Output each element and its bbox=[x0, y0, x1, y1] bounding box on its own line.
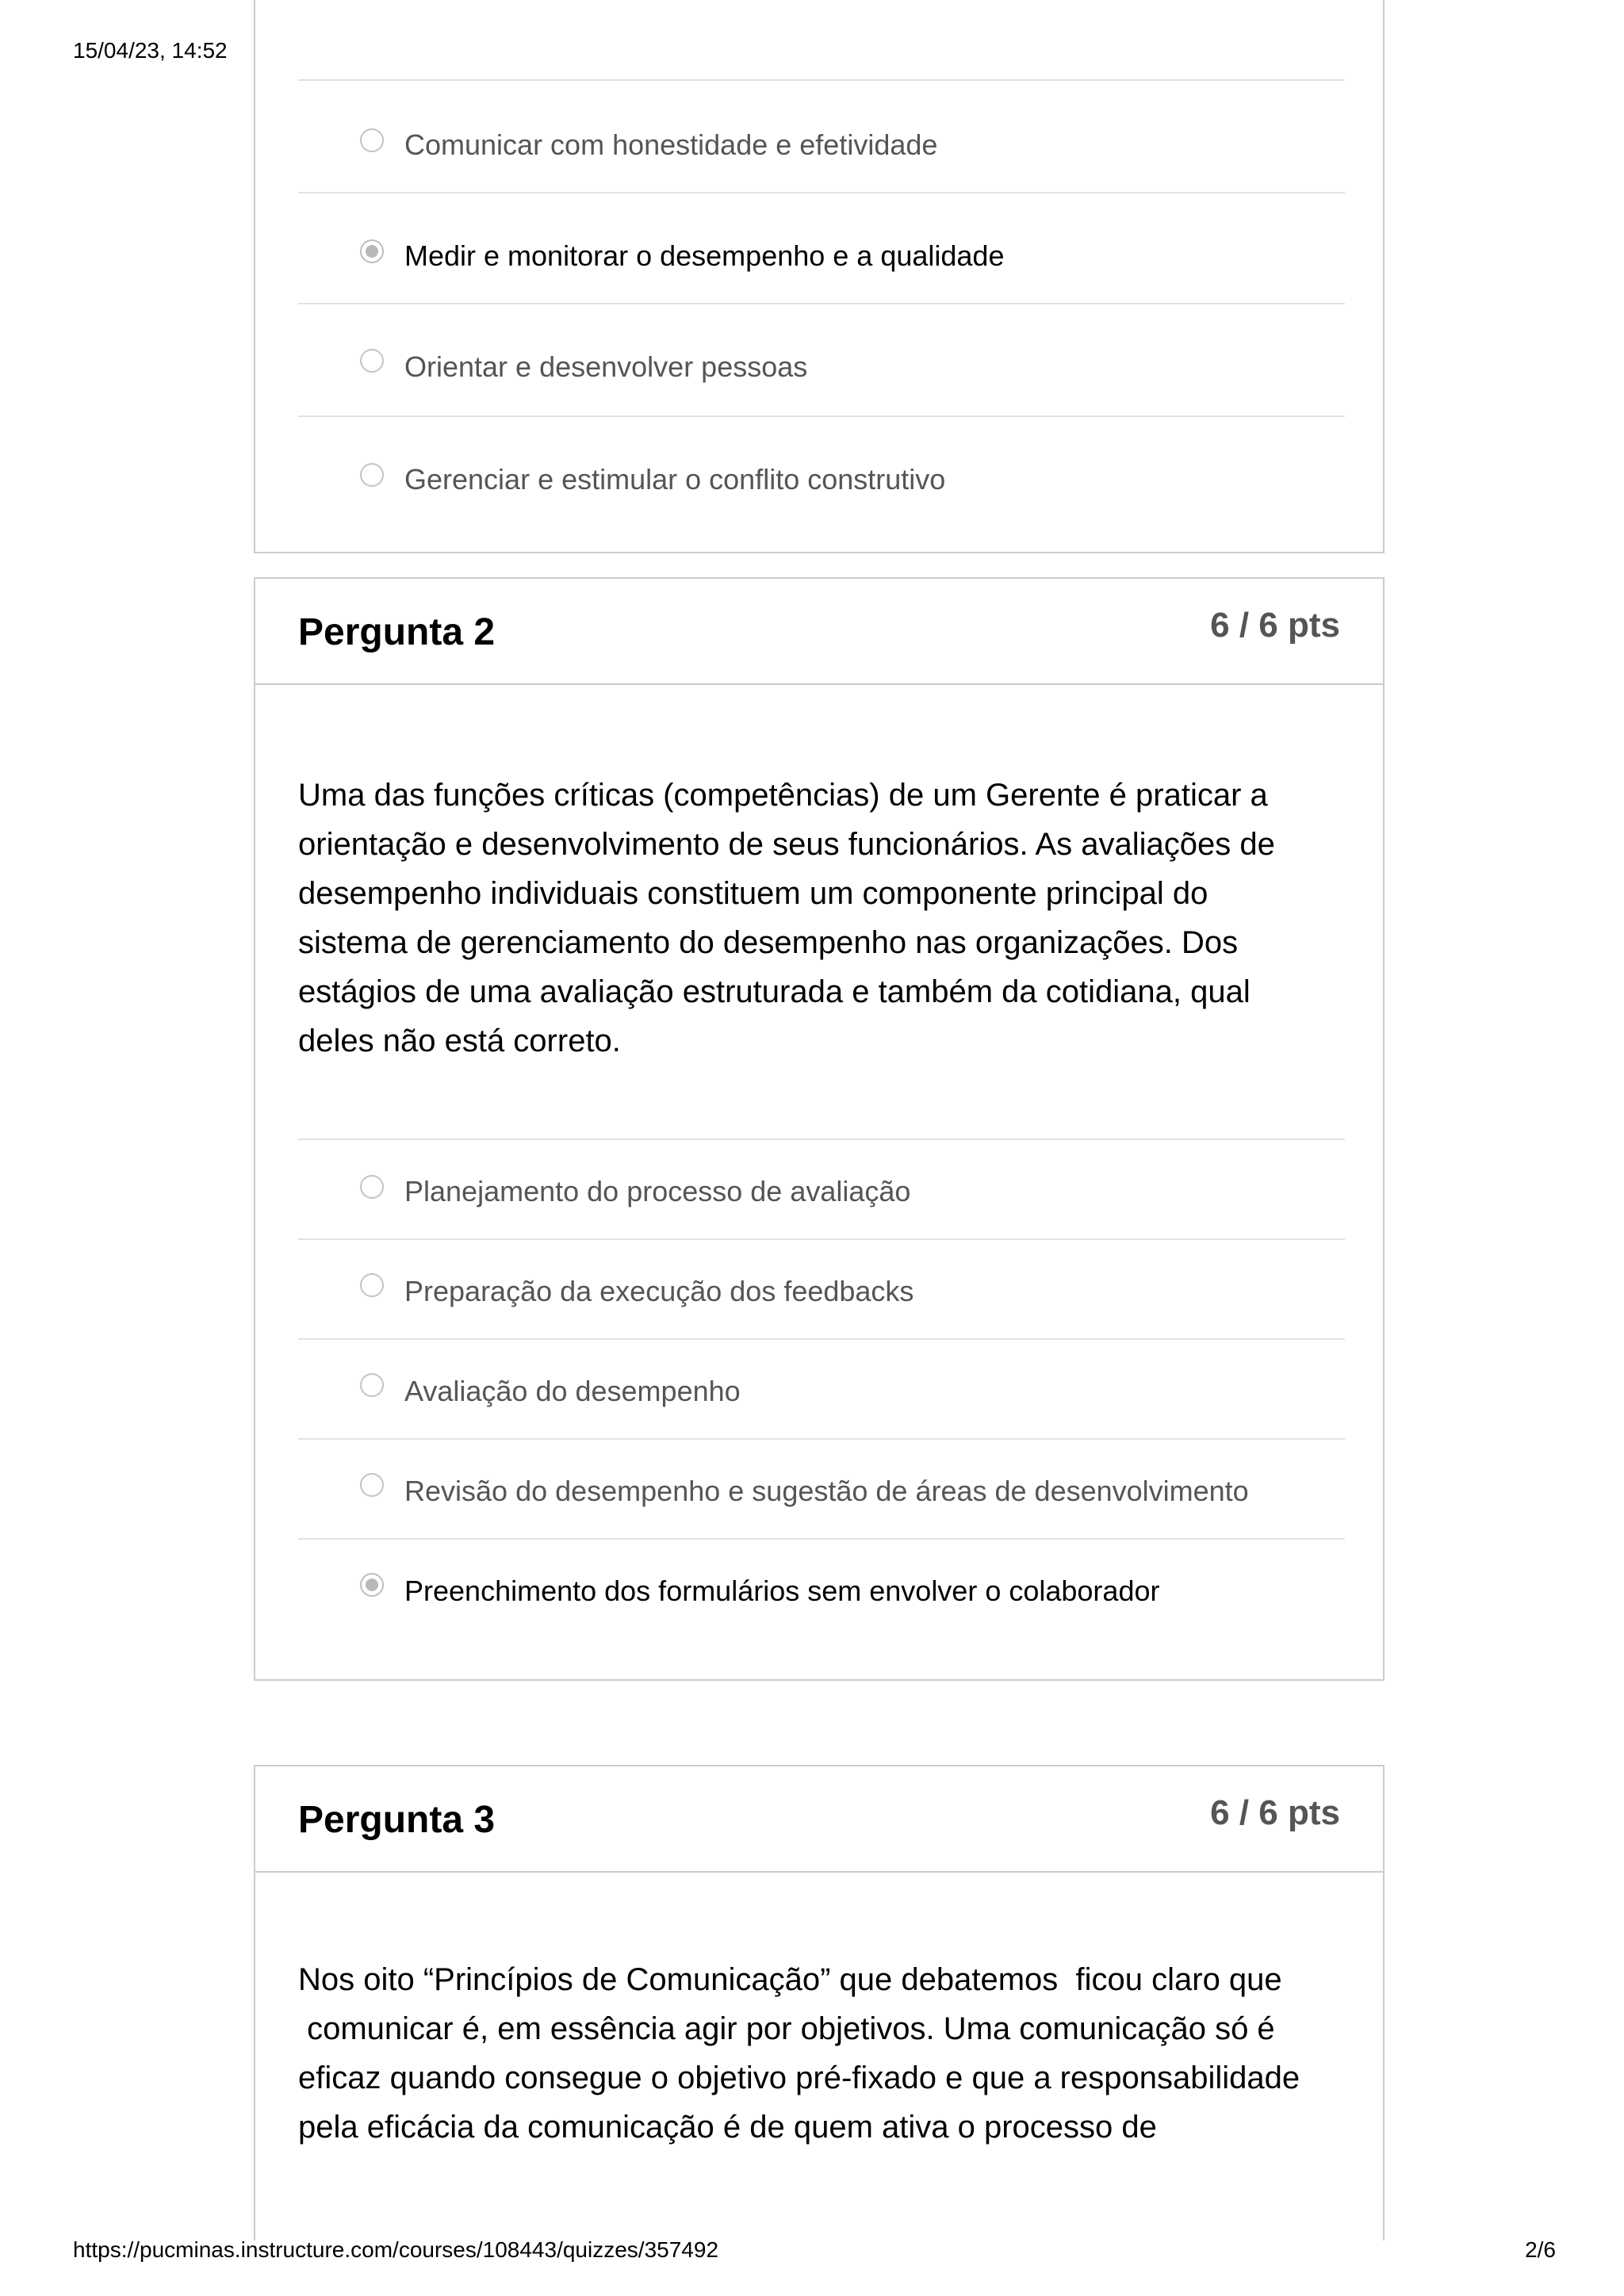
question-title: Pergunta 2 bbox=[298, 611, 496, 653]
question-text-line: estágios de uma avaliação estruturada e também da cotidiana, qual bbox=[298, 974, 1251, 1009]
question-text-line: orientação e desenvolvimento de seus funcionários. As avaliações de bbox=[298, 827, 1275, 862]
radio-button[interactable] bbox=[360, 1175, 384, 1199]
answer-label: Comunicar com honestidade e efetividade bbox=[404, 128, 938, 161]
question-text-line: eficaz quando consegue o objetivo pré-fixado e que a responsabilidade bbox=[298, 2061, 1300, 2095]
question-text-line: desempenho individuais constituem um componente principal do bbox=[298, 876, 1208, 911]
radio-button-selected[interactable] bbox=[360, 239, 384, 263]
answer-label: Orientar e desenvolver pessoas bbox=[404, 350, 808, 383]
answer-label: Revisão do desempenho e sugestão de áreas de desenvolvimento bbox=[404, 1475, 1249, 1507]
answer-option[interactable] bbox=[298, 1238, 1345, 1338]
radio-button[interactable] bbox=[360, 1473, 384, 1497]
answer-option[interactable] bbox=[298, 1138, 1345, 1238]
answer-label: Planejamento do processo de avaliação bbox=[404, 1175, 911, 1207]
question-header bbox=[255, 1766, 1383, 1873]
print-page-number: 2/6 bbox=[1525, 2237, 1556, 2262]
answer-option[interactable] bbox=[298, 192, 1345, 303]
print-footer bbox=[0, 2237, 1624, 2269]
question-title: Pergunta 3 bbox=[298, 1799, 496, 1841]
question-points: 6 / 6 pts bbox=[1210, 606, 1340, 645]
question-2-answers bbox=[298, 1138, 1345, 1673]
print-url: https://pucminas.instructure.com/courses/108443/quizzes/357492 bbox=[73, 2237, 719, 2262]
question-2-card bbox=[254, 577, 1385, 1681]
question-text-line: deles não está correto. bbox=[298, 1024, 621, 1058]
answer-option[interactable] bbox=[298, 79, 1345, 192]
answer-option[interactable] bbox=[298, 415, 1345, 550]
question-3-card bbox=[254, 1765, 1385, 2241]
question-text bbox=[298, 1955, 1345, 2152]
answer-option[interactable] bbox=[298, 1338, 1345, 1438]
question-text-line: Nos oito “Princípios de Comunicação” que debatemos ficou claro que bbox=[298, 1962, 1282, 1997]
answer-label: Preparação da execução dos feedbacks bbox=[404, 1275, 914, 1307]
radio-button[interactable] bbox=[360, 349, 384, 373]
radio-button[interactable] bbox=[360, 463, 384, 487]
answer-label: Medir e monitorar o desempenho e a qualidade bbox=[404, 239, 1005, 272]
question-text bbox=[298, 771, 1345, 1066]
question-text-line: sistema de gerenciamento do desempenho nas organizações. Dos bbox=[298, 925, 1239, 960]
radio-button[interactable] bbox=[360, 128, 384, 152]
question-text-line: Uma das funções críticas (competências) de um Gerente é praticar a bbox=[298, 778, 1268, 813]
question-1-answers bbox=[298, 79, 1345, 550]
answer-option[interactable] bbox=[298, 1538, 1345, 1673]
print-datetime: 15/04/23, 14:52 bbox=[73, 38, 228, 63]
answer-option[interactable] bbox=[298, 303, 1345, 415]
question-header bbox=[255, 579, 1383, 685]
question-text-line: pela eficácia da comunicação é de quem ativa o processo de bbox=[298, 2110, 1157, 2145]
question-points: 6 / 6 pts bbox=[1210, 1793, 1340, 1832]
question-text-line: comunicar é, em essência agir por objetivos. Uma comunicação só é bbox=[298, 2011, 1275, 2046]
answer-option[interactable] bbox=[298, 1438, 1345, 1538]
answer-label: Gerenciar e estimular o conflito construtivo bbox=[404, 463, 946, 496]
radio-button[interactable] bbox=[360, 1373, 384, 1397]
answer-label: Preenchimento dos formulários sem envolver o colaborador bbox=[404, 1575, 1160, 1607]
question-1-card bbox=[254, 0, 1385, 553]
radio-button-selected[interactable] bbox=[360, 1573, 384, 1597]
answer-label: Avaliação do desempenho bbox=[404, 1375, 741, 1407]
radio-button[interactable] bbox=[360, 1273, 384, 1297]
